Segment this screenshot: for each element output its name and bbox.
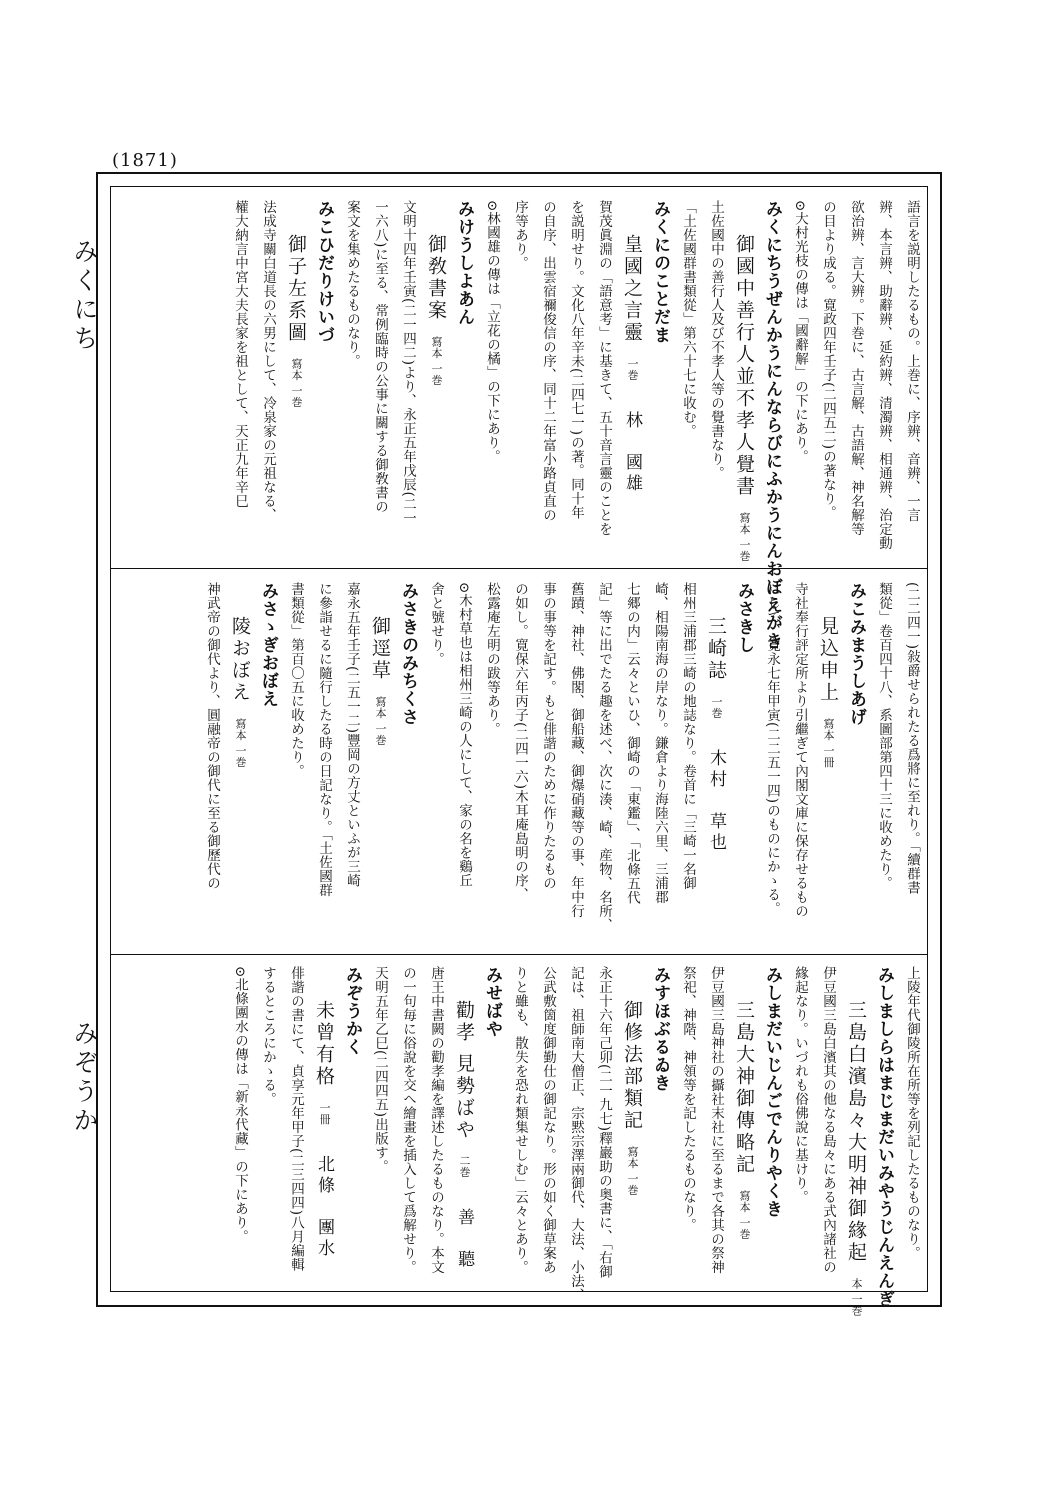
body-text-column: 永正十六年己卯(二一九七)釋巖助の奥書に、「右御 — [596, 966, 612, 1279]
entry-reading: みさきのみちくさ — [398, 582, 418, 726]
body-text-column: 記」等に出でたる趣を述べ、次に湊、崎、産物、名所、 — [596, 582, 612, 932]
side-index-top: みくにち — [70, 238, 99, 354]
entry-title-line — [454, 966, 474, 1284]
body-text-column: に參詣せるに隨行したる時の日記なり。「土佐國群 — [316, 582, 332, 898]
body-text-column: 欲治辨、言大辨。下巻に、古言解、古語解、神名解等 — [848, 200, 864, 536]
entry-volume: 一巻 — [626, 358, 639, 381]
body-text-column: 崎、相陽南海の岸なり。鎌倉より海陸六里、三浦郡 — [652, 582, 668, 904]
entry-reading: みこひだりけいづ — [314, 200, 334, 344]
entry-volume: 寫本 一巻 — [738, 512, 751, 562]
entry-title: 御國中善行人並不孝人覺書 — [733, 234, 755, 498]
entry-volume: 寫本 一巻 — [374, 696, 387, 746]
body-text-column: 公武敷箇度御勤仕の御記なり。形の如く御草案あ — [540, 966, 556, 1274]
entry-volume: 本 一巻 — [850, 1278, 863, 1317]
body-text-column: 「土佐國群書類從」第六十七に收む。 — [680, 200, 696, 438]
entry-reading: みぞうかく — [342, 966, 362, 1056]
side-index-bottom: みぞうか — [70, 1020, 99, 1136]
entry-reading: みしまだいじんごでんりやくき — [762, 966, 782, 1218]
body-text-column: 類從」卷百四十八、系圖部第四十三に收めたり。 — [876, 582, 892, 890]
entry-volume: 二巻 — [458, 1155, 471, 1179]
entry-volume: 寫本 一巻 — [738, 1190, 751, 1240]
body-text-column: 神武帝の御代より、圓融帝の御代に至る御歷代の — [204, 582, 220, 890]
body-text-column: 案文を集めたるものなり。 — [344, 200, 360, 368]
body-text-column: 相州三浦郡三崎の地誌なり。卷首に「三崎一名御 — [680, 582, 696, 890]
body-text-column: 七郷の内」云々といひ、御崎の「東鑑」、「北條五代 — [624, 582, 640, 905]
entry-reading: みくにちうぜんかうにんならびにふかうにんおぼえがき — [762, 200, 782, 650]
entry-title-line — [622, 966, 642, 1284]
entry-author: 善 聽 — [454, 1208, 474, 1272]
body-text-column: 天明五年乙巳(二四四五)出版す。 — [372, 966, 388, 1174]
body-text-column: 一六八)に至る、常例臨時の公事に關する御敎書の — [372, 200, 388, 514]
entry-title: 皇國之言靈 — [621, 234, 643, 344]
body-text-column: りと雖も、散失を恐れ類集せしむ」云々とあり。 — [512, 966, 528, 1274]
body-text-column: を説明せり。文化八年辛未(二四七一)の著。同十年 — [568, 200, 584, 520]
body-text-column: 上陵年代御陵所在所等を列記したるものなり。 — [904, 966, 920, 1260]
entry-reading: みすほぶるゐき — [650, 966, 670, 1092]
body-text-column: 賀茂眞淵の「語意考」に基きて、五十音言靈のことを — [596, 200, 612, 536]
entry-volume: 寫本 一巻 — [290, 358, 303, 408]
body-text-column: 緣起なり。いづれも俗佛說に基けり。 — [792, 966, 808, 1204]
body-text-column: 舊蹟、神社、佛閣、御船藏、御爆硝藏等の事、年中行 — [568, 582, 584, 918]
body-text-column: 書類從」第百〇五に收めたり。 — [288, 582, 304, 778]
entry-title-line — [230, 582, 250, 942]
entry-title: 見込申上 — [817, 616, 839, 704]
entry-title: 勸孝 見勢ばや — [453, 1000, 475, 1142]
entry-title-line — [426, 200, 446, 560]
entry-volume: 寫本 一巻 — [626, 1146, 639, 1196]
body-text-column: 法成寺關白道長の六男にして、冷泉家の元祖なる、 — [260, 200, 276, 522]
entry-title: 御逕草 — [369, 616, 391, 682]
body-text-column: 唐王中書闕の勸孝編を譯述したるものなり。本文 — [428, 966, 444, 1274]
entry-title-line — [734, 200, 754, 560]
entry-reading: みしましらはまじまだいみやうじんえんぎ — [874, 966, 894, 1308]
body-text-column: 土佐國中の善行人及び不孝人等の覺書なり。 — [708, 200, 724, 480]
body-text-column: ⊙木村草也は相州三崎の人にして、家の名を鷄丘 — [456, 582, 472, 888]
body-text-column: 記は、祖師南大僧正、宗黙宗澤兩御代、大法、小法、 — [568, 966, 584, 1302]
section-middle — [132, 582, 922, 942]
body-text-column: 俳諧の書にて、貞享元年甲子(二三四四)八月編輯 — [288, 966, 304, 1272]
body-text-column: の一句毎に俗說を交へ繪畫を插入して爲解せり。 — [400, 966, 416, 1274]
body-text-column: 序等あり。 — [512, 200, 528, 270]
entry-reading: みさきし — [734, 582, 754, 654]
body-text-column: 伊豆國三島神社の攝社末社に至るまで各其の祭神 — [708, 966, 724, 1274]
entry-author: 林 國雄 — [622, 411, 642, 495]
entry-volume: 一巻 — [710, 696, 723, 719]
body-text-column: するところにかゝる。 — [260, 966, 276, 1106]
entry-title: 御敎書案 — [425, 234, 447, 322]
entry-reading: みせばや — [482, 966, 502, 1038]
entry-title-line — [818, 582, 838, 942]
body-text-column: ⊙北條團水の傳は「新永代藏」の下にあり。 — [232, 966, 248, 1244]
entry-reading: みこみまうしあげ — [846, 582, 866, 726]
body-text-column: 事の事等を記す。もと俳諧のために作りたるもの — [540, 582, 556, 890]
entry-title: 御修法部類記 — [621, 1000, 643, 1132]
entry-title-line — [845, 966, 867, 1317]
body-text-column: 伊豆國三島白濱其の他なる島々にある式內諸社の — [820, 966, 836, 1274]
body-text-column: ⊙大村光枝の傳は「國辭解」の下にあり。 — [792, 200, 808, 464]
section-divider — [110, 568, 928, 569]
body-text-column: 松露庵左明の跋等あり。 — [484, 582, 500, 736]
entry-title: 陵おぼえ — [229, 616, 251, 704]
body-text-column: の如し。寛保六年丙子(二四一六)木耳庵島明の序、 — [512, 582, 528, 902]
entry-title-line — [706, 582, 726, 942]
section-lower — [132, 966, 922, 1317]
body-text-column: にして、寛永七年甲寅(二二五一四)のものにかゝる。 — [764, 582, 780, 916]
entry-title-line — [314, 966, 334, 1284]
body-text-column: 舍と號せり。 — [428, 582, 444, 666]
entry-reading: みけうしよあん — [454, 200, 474, 326]
entry-title: 御子左系圖 — [285, 234, 307, 344]
entry-author: 北條 團水 — [314, 1155, 334, 1260]
body-text-column: 語言を説明したるもの。上巻に、序辨、音辨、一言 — [904, 200, 920, 522]
entry-reading: みくにのことだま — [650, 200, 670, 344]
entry-author: 木村 草也 — [706, 749, 726, 854]
body-text-column: 嘉永五年壬子(二五一二)豐岡の方丈といふが三崎 — [344, 582, 360, 888]
entry-volume: 寫本 一冊 — [822, 718, 835, 768]
section-divider — [110, 954, 928, 955]
body-text-column: ⊙林國雄の傳は「立花の橘」の下にあり。 — [484, 200, 500, 464]
entry-title-line — [286, 200, 306, 560]
body-text-column: (二二四一)敍爵せられたる爲將に至れり。「續群書 — [904, 582, 920, 895]
entry-reading: みさゝぎおぼえ — [258, 582, 278, 708]
body-text-column: 權大納言中宮大夫長家を祖として、天正九年辛巳 — [232, 200, 248, 508]
entry-title-line — [622, 200, 642, 560]
entry-title-line — [734, 966, 754, 1284]
entry-volume: 一冊 — [318, 1102, 331, 1125]
entry-title: 未曾有格 — [313, 1000, 335, 1088]
entry-title: 三崎誌 — [705, 616, 727, 682]
entry-title-line — [370, 582, 390, 942]
body-text-column: の自序、出雲宿禰俊信の序、同十二年富小路貞直の — [540, 200, 556, 522]
entry-volume: 寫本 一巻 — [430, 336, 443, 386]
entry-title: 三島白濱島々大明神御緣起 — [845, 1000, 867, 1264]
body-text-column: 文明十四年壬寅(二一四二)より、永正五年戊辰(二一 — [400, 200, 416, 526]
entry-title: 三島大神御傳略記 — [733, 1000, 755, 1176]
entry-volume: 寫本 一巻 — [234, 718, 247, 768]
body-text-column: の目より成る。寛政四年壬子(二四五二)の著なり。 — [820, 200, 836, 520]
body-text-column: 寺社奉行評定所より引繼ぎて內閣文庫に保存せるもの — [792, 582, 808, 918]
page-number: (1871) — [112, 150, 178, 171]
body-text-column: 辨、本言辨、助辭辨、延約辨、清濁辨、相通辨、治定動 — [876, 200, 892, 550]
body-text-column: 祭祀、神階、神領等を記したるものなり。 — [680, 966, 696, 1232]
